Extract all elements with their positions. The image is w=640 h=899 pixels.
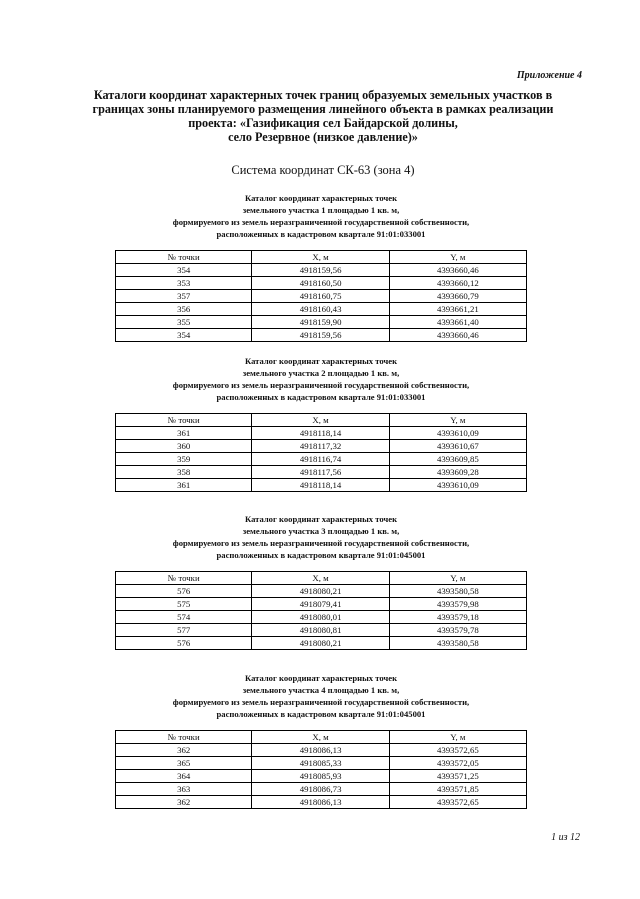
column-header: X, м — [252, 414, 389, 427]
column-header: Y, м — [389, 731, 526, 744]
column-header: Y, м — [389, 251, 526, 264]
y-coordinate-cell: 4393660,12 — [389, 277, 526, 290]
x-coordinate-cell: 4918159,56 — [252, 329, 389, 342]
catalog-caption — [115, 513, 527, 561]
column-header: № точки — [116, 414, 252, 427]
point-number-cell: 362 — [116, 796, 252, 809]
y-coordinate-cell: 4393610,67 — [389, 440, 526, 453]
caption-line: расположенных в кадастровом квартале 91:01:033001 — [216, 229, 426, 239]
y-coordinate-cell: 4393660,79 — [389, 290, 526, 303]
catalog-caption — [115, 192, 527, 240]
table-row — [116, 611, 527, 624]
caption-line: расположенных в кадастровом квартале 91:01:045001 — [216, 709, 426, 719]
caption-line: земельного участка 3 площадью 1 кв. м, — [242, 526, 400, 536]
table-row — [116, 598, 527, 611]
column-header: Y, м — [389, 572, 526, 585]
x-coordinate-cell: 4918159,90 — [252, 316, 389, 329]
point-number-cell: 577 — [116, 624, 252, 637]
x-coordinate-cell: 4918118,14 — [252, 479, 389, 492]
point-number-cell: 355 — [116, 316, 252, 329]
table-row — [116, 744, 527, 757]
column-header: Y, м — [389, 414, 526, 427]
table-row — [116, 277, 527, 290]
catalog-caption — [115, 355, 527, 403]
x-coordinate-cell: 4918160,75 — [252, 290, 389, 303]
document-title — [88, 88, 558, 144]
point-number-cell: 576 — [116, 585, 252, 598]
title-line: границах зоны планируемого размещения линейного объекта в рамках реализации — [92, 102, 554, 116]
x-coordinate-cell: 4918085,33 — [252, 757, 389, 770]
point-number-cell: 363 — [116, 783, 252, 796]
y-coordinate-cell: 4393579,78 — [389, 624, 526, 637]
caption-line: Каталог координат характерных точек — [244, 193, 398, 203]
point-number-cell: 359 — [116, 453, 252, 466]
y-coordinate-cell: 4393660,46 — [389, 329, 526, 342]
caption-line: расположенных в кадастровом квартале 91:01:033001 — [216, 392, 426, 402]
page-number: 1 из 12 — [551, 832, 580, 843]
caption-line: Каталог координат характерных точек — [244, 514, 398, 524]
x-coordinate-cell: 4918118,14 — [252, 427, 389, 440]
y-coordinate-cell: 4393610,09 — [389, 479, 526, 492]
x-coordinate-cell: 4918160,43 — [252, 303, 389, 316]
table-row — [116, 637, 527, 650]
x-coordinate-cell: 4918086,13 — [252, 796, 389, 809]
x-coordinate-cell: 4918080,01 — [252, 611, 389, 624]
column-header: № точки — [116, 251, 252, 264]
y-coordinate-cell: 4393579,18 — [389, 611, 526, 624]
y-coordinate-cell: 4393610,09 — [389, 427, 526, 440]
table-row — [116, 303, 527, 316]
x-coordinate-cell: 4918117,32 — [252, 440, 389, 453]
table-row — [116, 783, 527, 796]
point-number-cell: 361 — [116, 427, 252, 440]
y-coordinate-cell: 4393572,65 — [389, 796, 526, 809]
coordinates-table — [115, 571, 527, 650]
table-row — [116, 585, 527, 598]
caption-line: формируемого из земель неразграниченной государственной собственности, — [172, 697, 470, 707]
table-header-row — [116, 414, 527, 427]
x-coordinate-cell: 4918080,81 — [252, 624, 389, 637]
title-line: проекта: «Газификация сел Байдарской долины, — [188, 116, 458, 130]
point-number-cell: 354 — [116, 329, 252, 342]
x-coordinate-cell: 4918080,21 — [252, 637, 389, 650]
caption-line: формируемого из земель неразграниченной государственной собственности, — [172, 538, 470, 548]
y-coordinate-cell: 4393571,25 — [389, 770, 526, 783]
x-coordinate-cell: 4918086,13 — [252, 744, 389, 757]
table-row — [116, 453, 527, 466]
point-number-cell: 574 — [116, 611, 252, 624]
caption-line: Каталог координат характерных точек — [244, 673, 398, 683]
x-coordinate-cell: 4918079,41 — [252, 598, 389, 611]
x-coordinate-cell: 4918116,74 — [252, 453, 389, 466]
y-coordinate-cell: 4393661,21 — [389, 303, 526, 316]
y-coordinate-cell: 4393580,58 — [389, 585, 526, 598]
point-number-cell: 357 — [116, 290, 252, 303]
y-coordinate-cell: 4393572,65 — [389, 744, 526, 757]
point-number-cell: 362 — [116, 744, 252, 757]
table-row — [116, 316, 527, 329]
table-header-row — [116, 731, 527, 744]
point-number-cell: 576 — [116, 637, 252, 650]
table-row — [116, 479, 527, 492]
table-row — [116, 796, 527, 809]
caption-line: формируемого из земель неразграниченной государственной собственности, — [172, 380, 470, 390]
point-number-cell: 365 — [116, 757, 252, 770]
table-row — [116, 770, 527, 783]
title-line: Каталоги координат характерных точек границ образуемых земельных участков в — [93, 88, 553, 102]
y-coordinate-cell: 4393661,40 — [389, 316, 526, 329]
table-row — [116, 427, 527, 440]
catalog-section-2 — [115, 355, 527, 492]
caption-line: расположенных в кадастровом квартале 91:01:045001 — [216, 550, 426, 560]
point-number-cell: 575 — [116, 598, 252, 611]
y-coordinate-cell: 4393579,98 — [389, 598, 526, 611]
column-header: № точки — [116, 572, 252, 585]
column-header: X, м — [252, 251, 389, 264]
y-coordinate-cell: 4393609,28 — [389, 466, 526, 479]
y-coordinate-cell: 4393572,05 — [389, 757, 526, 770]
catalog-section-4 — [115, 672, 527, 809]
column-header: X, м — [252, 731, 389, 744]
appendix-label: Приложение 4 — [516, 70, 582, 81]
column-header: X, м — [252, 572, 389, 585]
caption-line: формируемого из земель неразграниченной государственной собственности, — [172, 217, 470, 227]
table-row — [116, 290, 527, 303]
point-number-cell: 360 — [116, 440, 252, 453]
x-coordinate-cell: 4918085,93 — [252, 770, 389, 783]
coordinates-table — [115, 413, 527, 492]
x-coordinate-cell: 4918159,56 — [252, 264, 389, 277]
caption-line: земельного участка 2 площадью 1 кв. м, — [242, 368, 400, 378]
catalog-caption — [115, 672, 527, 720]
catalog-section-1 — [115, 192, 527, 342]
y-coordinate-cell: 4393660,46 — [389, 264, 526, 277]
point-number-cell: 358 — [116, 466, 252, 479]
table-row — [116, 466, 527, 479]
x-coordinate-cell: 4918117,56 — [252, 466, 389, 479]
point-number-cell: 353 — [116, 277, 252, 290]
catalog-section-3 — [115, 513, 527, 650]
caption-line: земельного участка 4 площадью 1 кв. м, — [242, 685, 400, 695]
x-coordinate-cell: 4918080,21 — [252, 585, 389, 598]
table-row — [116, 329, 527, 342]
table-row — [116, 757, 527, 770]
point-number-cell: 364 — [116, 770, 252, 783]
point-number-cell: 354 — [116, 264, 252, 277]
coordinates-table — [115, 250, 527, 342]
caption-line: Каталог координат характерных точек — [244, 356, 398, 366]
coordinate-system-label: Система координат СК-63 (зона 4) — [231, 163, 415, 177]
y-coordinate-cell: 4393580,58 — [389, 637, 526, 650]
table-row — [116, 440, 527, 453]
table-row — [116, 624, 527, 637]
column-header: № точки — [116, 731, 252, 744]
point-number-cell: 361 — [116, 479, 252, 492]
table-header-row — [116, 572, 527, 585]
table-row — [116, 264, 527, 277]
y-coordinate-cell: 4393571,85 — [389, 783, 526, 796]
caption-line: земельного участка 1 площадью 1 кв. м, — [242, 205, 400, 215]
point-number-cell: 356 — [116, 303, 252, 316]
coordinates-table — [115, 730, 527, 809]
x-coordinate-cell: 4918086,73 — [252, 783, 389, 796]
x-coordinate-cell: 4918160,50 — [252, 277, 389, 290]
table-header-row — [116, 251, 527, 264]
y-coordinate-cell: 4393609,85 — [389, 453, 526, 466]
title-line: село Резервное (низкое давление)» — [228, 130, 418, 144]
